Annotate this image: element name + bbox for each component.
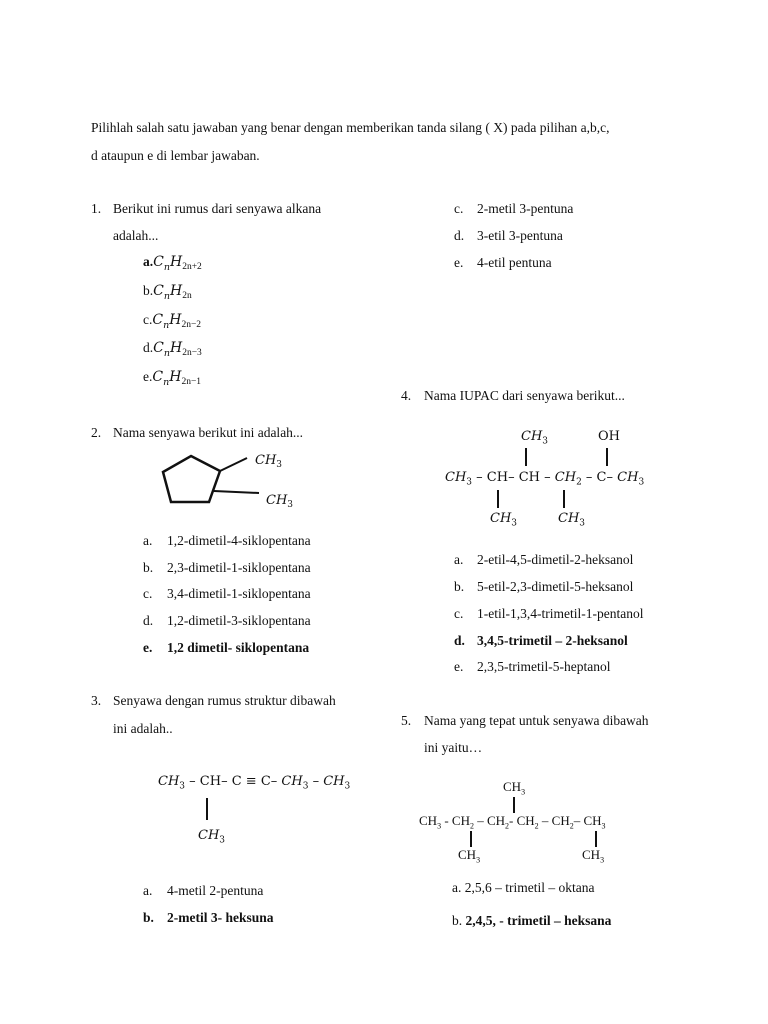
q1-option-b[interactable]: $b.C_nH_{2n}$	[143, 283, 192, 302]
q3-option-e-text: 4-etil pentuna	[477, 255, 552, 270]
q5-text-line-2: ini yaitu…	[424, 740, 483, 755]
q1-option-a[interactable]: $a.C_nH_{2n+2}$	[143, 254, 202, 273]
q4-option-c-label: c.	[454, 606, 464, 621]
q4-branch-bottom-ch3-2: $CH_3$	[558, 511, 586, 529]
q3-option-c[interactable]	[454, 201, 463, 217]
q3-formula-branch: $CH_3$	[198, 828, 226, 846]
q1-option-e-label: e.	[143, 369, 153, 384]
q4-bond-top-2	[606, 448, 608, 466]
q4-option-b[interactable]	[454, 579, 464, 595]
q1-option-e-subscript: 2n−1	[181, 377, 202, 387]
q3-formula-main: $CH_3 - CH-$ C ≡ C– $CH_3 - CH_3$	[158, 774, 351, 792]
q2-number: 2.	[91, 425, 102, 440]
q2-option-e[interactable]	[143, 640, 152, 656]
q3-option-a[interactable]	[143, 883, 152, 899]
cyclopentane-ring	[163, 456, 220, 502]
q2-option-d-text: 1,2-dimetil-3-siklopentana	[167, 613, 311, 628]
cyclopentane-structure	[155, 448, 315, 518]
q5-branch-bottom-ch3-1: $CH_3$	[458, 847, 481, 865]
q1-option-d-subscript: 2n−3	[182, 348, 202, 358]
instruction-line-1: Pilihlah salah satu jawaban yang benar dengan memberikan tanda silang ( X) pada pilihan a,b,c,	[91, 120, 610, 135]
q3-option-b[interactable]	[143, 910, 154, 926]
q1-option-b-subscript: 2n	[182, 291, 192, 301]
q4-bond-top-1	[525, 448, 527, 466]
q3-option-e-label: e.	[454, 255, 464, 270]
q5-option-b-text: 2,4,5, - trimetil – heksana	[465, 913, 612, 928]
q4-option-e-text: 2,3,5-trimetil-5-heptanol	[477, 659, 611, 674]
q3-option-d[interactable]	[454, 228, 464, 244]
q5-option-a-label: a.	[452, 880, 462, 895]
q1-text-line-2: adalah...	[113, 228, 159, 243]
q4-branch-bottom-ch3-1: $CH_3$	[490, 511, 518, 529]
q2-option-c[interactable]	[143, 586, 152, 602]
q4-option-d-label: d.	[454, 633, 465, 648]
q5-formula-main: $CH_3 - CH_2 - CH_2-$ $CH_2 - CH_2-$ $CH_3$	[419, 813, 606, 831]
q4-option-e[interactable]	[454, 659, 463, 675]
q5-option-b[interactable]	[452, 913, 611, 929]
q3-bond-vertical	[206, 798, 208, 820]
q3-option-d-label: d.	[454, 228, 465, 243]
bond-methyl-2	[214, 491, 259, 493]
q5-bond-top	[513, 797, 515, 813]
q5-bond-bottom-2	[595, 831, 597, 847]
q4-option-b-text: 5-etil-2,3-dimetil-5-heksanol	[477, 579, 634, 594]
q1-option-b-label: b.	[143, 283, 154, 298]
q4-number: 4.	[401, 388, 412, 403]
q4-branch-oh: OH	[598, 429, 620, 444]
q1-option-c-subscript: 2n−2	[181, 320, 202, 330]
q1-text-line-1: Berikut ini rumus dari senyawa alkana	[113, 201, 322, 216]
q5-bond-bottom-1	[470, 831, 472, 847]
q2-option-b[interactable]	[143, 560, 153, 576]
bond-methyl-1	[220, 458, 247, 471]
q1-option-c-label: c.	[143, 312, 153, 327]
svg-text:CH3: $CH_3$	[255, 453, 283, 470]
q4-option-a[interactable]	[454, 552, 463, 568]
q1-option-e[interactable]: $e.C_nH_{2n-1}$	[143, 369, 202, 388]
q3-text-line-1: Senyawa dengan rumus struktur dibawah	[113, 693, 336, 708]
q4-formula-main: $CH_3 - CH-$ CH – $CH_2 - C-$ $CH_3$	[445, 470, 645, 488]
q1-option-a-subscript: 2n+2	[182, 262, 202, 272]
q4-option-c-text: 1-etil-1,3,4-trimetil-1-pentanol	[477, 606, 644, 621]
q3-option-e[interactable]	[454, 255, 463, 271]
q4-text: Nama IUPAC dari senyawa berikut...	[424, 388, 625, 403]
q4-bond-bottom-2	[563, 490, 565, 508]
q2-option-e-text: 1,2 dimetil- siklopentana	[167, 640, 310, 655]
q4-option-d[interactable]	[454, 633, 465, 649]
q1-number: 1.	[91, 201, 102, 216]
q2-option-a-label: a.	[143, 533, 153, 548]
q5-branch-top-ch3: $CH_3$	[503, 779, 526, 797]
q3-option-d-text: 3-etil 3-pentuna	[477, 228, 563, 243]
q5-branch-bottom-ch3-2: $CH_3$	[582, 847, 605, 865]
q4-option-c[interactable]	[454, 606, 463, 622]
q5-text-line-1: Nama yang tepat untuk senyawa dibawah	[424, 713, 649, 728]
q4-branch-top-ch3: $CH_3$	[521, 429, 549, 447]
q3-option-c-text: 2-metil 3-pentuna	[477, 201, 574, 216]
q5-number: 5.	[401, 713, 412, 728]
svg-text:CH3: $CH_3$	[266, 493, 294, 510]
q1-option-d[interactable]: $d.C_nH_{2n-3}$	[143, 340, 202, 359]
q4-option-a-label: a.	[454, 552, 464, 567]
q1-option-a-label: a.	[143, 254, 154, 269]
q5-option-a[interactable]	[452, 880, 594, 896]
q2-option-d[interactable]	[143, 613, 153, 629]
q2-option-e-label: e.	[143, 640, 153, 655]
q2-option-b-text: 2,3-dimetil-1-siklopentana	[167, 560, 311, 575]
q3-number: 3.	[91, 693, 102, 708]
q4-option-e-label: e.	[454, 659, 464, 674]
q3-option-a-label: a.	[143, 883, 153, 898]
q2-option-b-label: b.	[143, 560, 154, 575]
q1-option-c[interactable]: $c.C_nH_{2n-2}$	[143, 312, 202, 331]
q1-option-d-label: d.	[143, 340, 154, 355]
q2-option-a-text: 1,2-dimetil-4-siklopentana	[167, 533, 311, 548]
q2-text: Nama senyawa berikut ini adalah...	[113, 425, 304, 440]
q5-option-b-label: b.	[452, 913, 463, 928]
q4-option-a-text: 2-etil-4,5-dimetil-2-heksanol	[477, 552, 634, 567]
q3-text-line-2: ini adalah..	[113, 721, 173, 736]
instruction-line-2: d ataupun e di lembar jawaban.	[91, 148, 260, 163]
q4-option-b-label: b.	[454, 579, 465, 594]
q4-option-d-text: 3,4,5-trimetil – 2-heksanol	[477, 633, 628, 648]
q4-bond-bottom-1	[497, 490, 499, 508]
q2-option-d-label: d.	[143, 613, 154, 628]
q3-option-b-label: b.	[143, 910, 154, 925]
q3-option-c-label: c.	[454, 201, 464, 216]
q3-option-a-text: 4-metil 2-pentuna	[167, 883, 264, 898]
q2-option-c-label: c.	[143, 586, 153, 601]
q2-option-c-text: 3,4-dimetil-1-siklopentana	[167, 586, 311, 601]
q3-option-b-text: 2-metil 3- heksuna	[167, 910, 274, 925]
q5-option-a-text: 2,5,6 – trimetil – oktana	[464, 880, 595, 895]
q2-option-a[interactable]	[143, 533, 152, 549]
